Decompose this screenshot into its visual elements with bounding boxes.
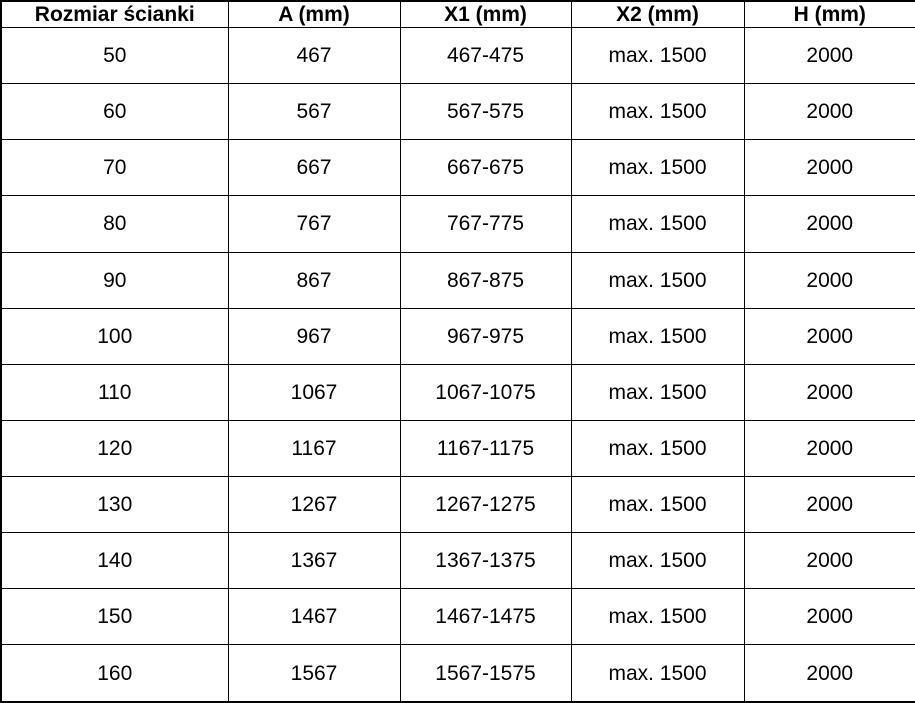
table-cell: max. 1500 [571,533,744,589]
table-cell: 160 [1,645,228,702]
table-cell: max. 1500 [571,84,744,140]
table-row [1,533,915,589]
table-cell: 1167 [228,420,400,476]
table-cell: max. 1500 [571,308,744,364]
table-cell: 867-875 [400,252,571,308]
table-row [1,364,915,420]
table-cell: 90 [1,252,228,308]
table-row [1,420,915,476]
table-cell: 2000 [744,420,915,476]
table-cell: 2000 [744,196,915,252]
table-cell: 80 [1,196,228,252]
column-header: X2 (mm) [571,1,744,28]
table-cell: 767 [228,196,400,252]
table-cell: 140 [1,533,228,589]
table-cell: 1167-1175 [400,420,571,476]
table-cell: 1367 [228,533,400,589]
table-row [1,308,915,364]
table-cell: 467 [228,28,400,84]
table-cell: 2000 [744,28,915,84]
table-cell: 2000 [744,645,915,702]
table-cell: 1467 [228,589,400,645]
table-row [1,589,915,645]
table-row [1,252,915,308]
table-body [1,28,915,702]
table-cell: 2000 [744,308,915,364]
table-cell: max. 1500 [571,252,744,308]
table-cell: 2000 [744,252,915,308]
table-cell: 1467-1475 [400,589,571,645]
table-cell: max. 1500 [571,196,744,252]
table-cell: 2000 [744,140,915,196]
table-row [1,476,915,532]
table-cell: 150 [1,589,228,645]
table-cell: max. 1500 [571,364,744,420]
table-cell: 2000 [744,589,915,645]
table-cell: 567-575 [400,84,571,140]
table-cell: 60 [1,84,228,140]
table-cell: 50 [1,28,228,84]
table-cell: 667-675 [400,140,571,196]
table-cell: 120 [1,420,228,476]
column-header: X1 (mm) [400,1,571,28]
table-cell: 1267-1275 [400,476,571,532]
table-cell: max. 1500 [571,589,744,645]
table-cell: 110 [1,364,228,420]
table-cell: 467-475 [400,28,571,84]
column-header: Rozmiar ścianki [1,1,228,28]
table-cell: max. 1500 [571,140,744,196]
table-cell: 130 [1,476,228,532]
table-cell: 1067 [228,364,400,420]
column-header: A (mm) [228,1,400,28]
column-header: H (mm) [744,1,915,28]
table-cell: 967 [228,308,400,364]
table-row [1,196,915,252]
table-cell: 70 [1,140,228,196]
table-cell: 2000 [744,364,915,420]
table-row [1,140,915,196]
table-cell: 767-775 [400,196,571,252]
table-cell: 1267 [228,476,400,532]
table-cell: max. 1500 [571,476,744,532]
table-cell: 1367-1375 [400,533,571,589]
table-cell: 1567 [228,645,400,702]
table-cell: max. 1500 [571,420,744,476]
table-cell: 2000 [744,476,915,532]
table-cell: 867 [228,252,400,308]
table-cell: 567 [228,84,400,140]
table-row [1,28,915,84]
table-cell: 2000 [744,533,915,589]
table-cell: 1067-1075 [400,364,571,420]
table-cell: 1567-1575 [400,645,571,702]
table-cell: max. 1500 [571,645,744,702]
table-cell: 667 [228,140,400,196]
table-cell: max. 1500 [571,28,744,84]
table-cell: 967-975 [400,308,571,364]
table-row [1,84,915,140]
table-row [1,645,915,702]
header-row [1,1,915,28]
table-cell: 100 [1,308,228,364]
table-cell: 2000 [744,84,915,140]
